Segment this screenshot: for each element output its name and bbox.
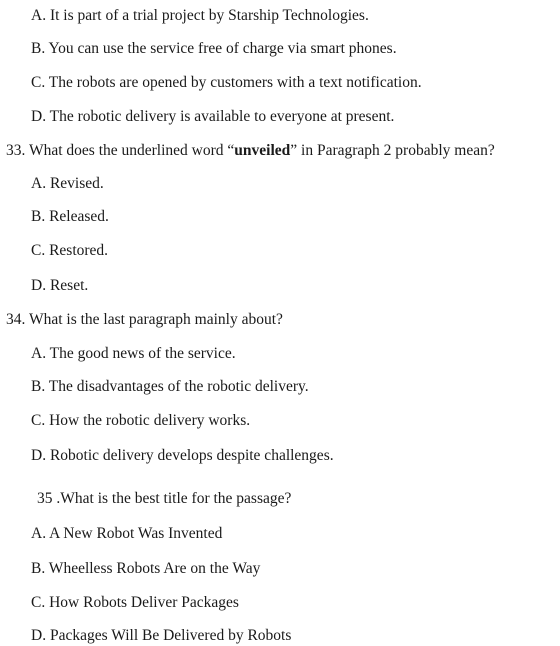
q34-question: 34. What is the last paragraph mainly about? — [6, 311, 283, 328]
q33-option-d: D. Reset. — [31, 277, 89, 294]
q32-option-d: D. The robotic delivery is available to everyone at present. — [31, 108, 395, 125]
q35-option-d: D. Packages Will Be Delivered by Robots — [31, 627, 292, 644]
q34-option-b: B. The disadvantages of the robotic delivery. — [31, 378, 309, 395]
q34-option-d: D. Robotic delivery develops despite challenges. — [31, 447, 334, 464]
q33-question — [6, 141, 495, 161]
q34-option-c: C. How the robotic delivery works. — [31, 412, 251, 429]
q35-option-c: C. How Robots Deliver Packages — [31, 594, 239, 611]
q33-underlined-word: unveiled — [234, 142, 291, 159]
q34-option-a: A. The good news of the service. — [31, 345, 236, 362]
q32-option-a: A. It is part of a trial project by Starship Technologies. — [31, 7, 369, 24]
q35-question: 35 .What is the best title for the passage? — [37, 490, 292, 507]
q35-option-b: B. Wheelless Robots Are on the Way — [31, 560, 261, 577]
q33-question-prefix: 33. What does the underlined word “ — [6, 142, 235, 159]
q35-option-a: A. A New Robot Was Invented — [31, 525, 223, 542]
q33-option-b: B. Released. — [31, 208, 109, 225]
q33-option-c: C. Restored. — [31, 242, 109, 259]
q33-question-suffix: ” in Paragraph 2 probably mean? — [290, 142, 495, 159]
q32-option-b: B. You can use the service free of charge via smart phones. — [31, 40, 397, 57]
q32-option-c: C. The robots are opened by customers with a text notification. — [31, 74, 422, 91]
q33-option-a: A. Revised. — [31, 175, 104, 192]
